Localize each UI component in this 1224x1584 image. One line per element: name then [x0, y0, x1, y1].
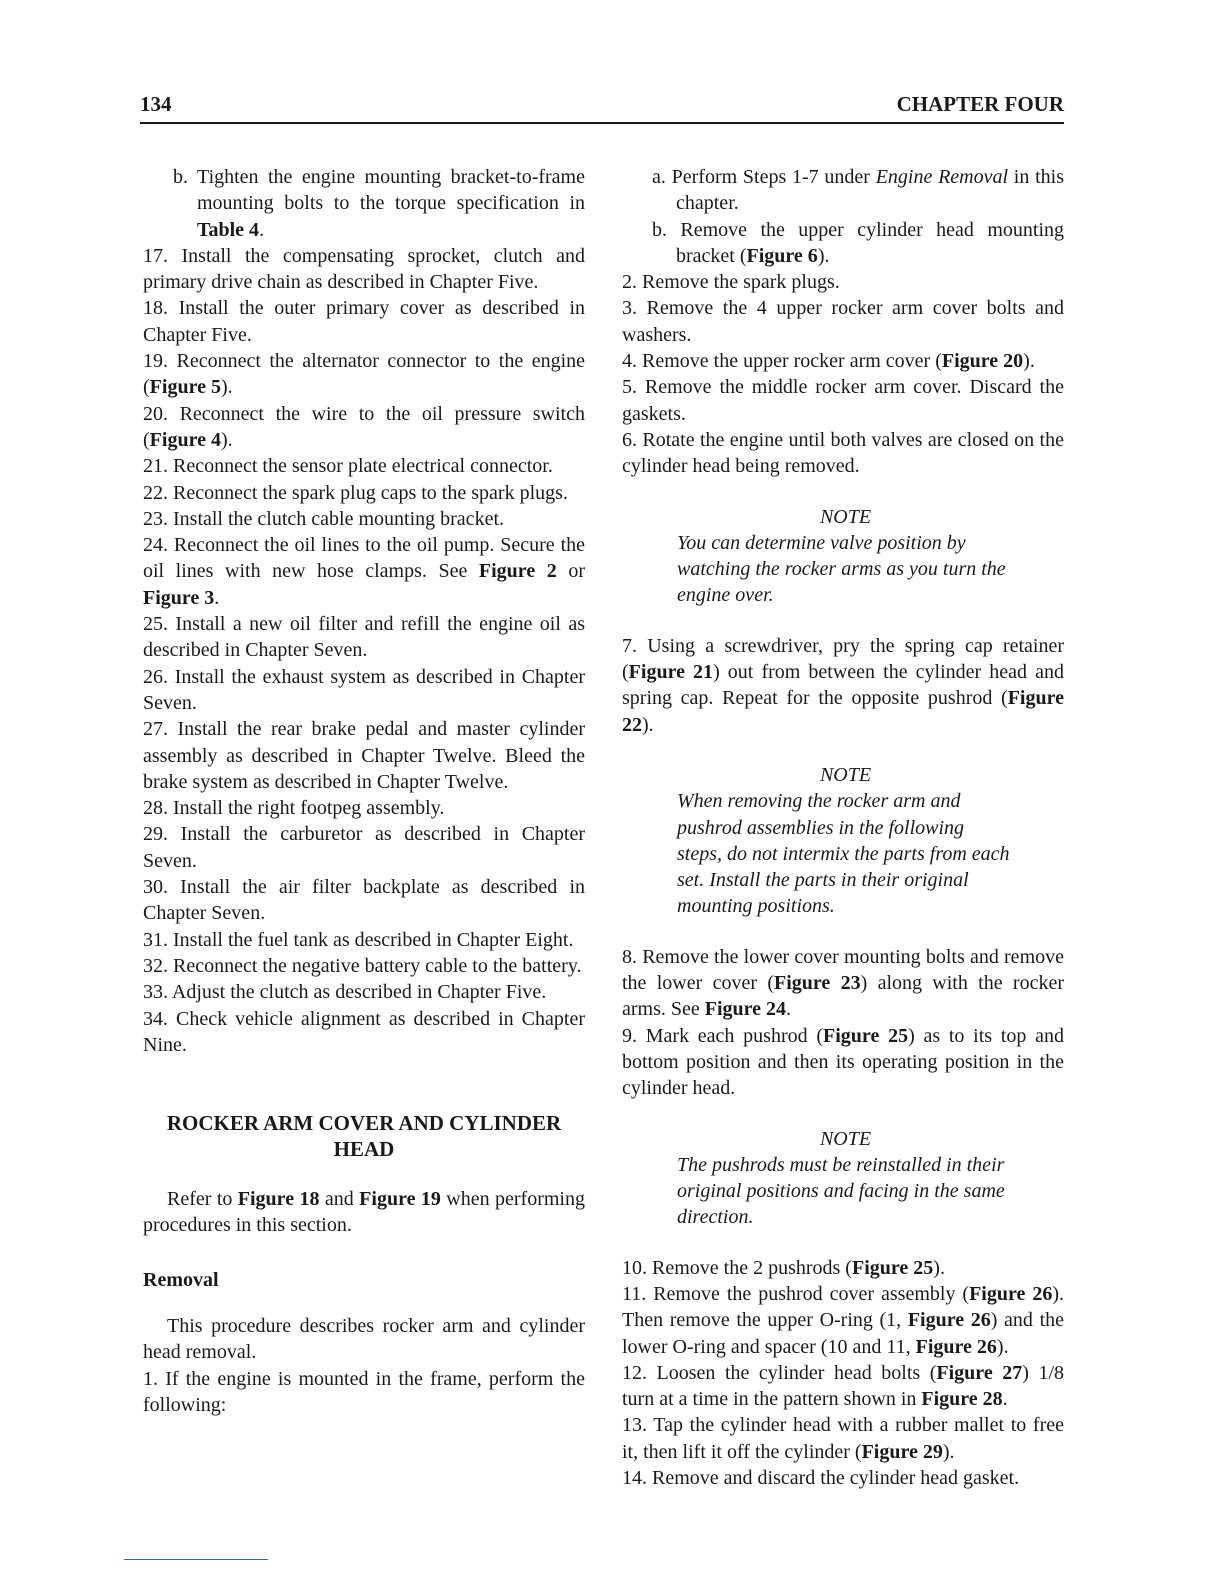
step-13: 13. Tap the cylinder head with a rubber mallet to free it, then lift it off the cylinder (Figure 29).	[622, 1414, 1064, 1463]
step-29: 29. Install the carburetor as described in Chapter Seven.	[143, 823, 585, 872]
step-14: 14. Remove and discard the cylinder head gasket.	[622, 1467, 1020, 1490]
step-10: 10. Remove the 2 pushrods (Figure 25).	[622, 1256, 945, 1279]
section-intro: Refer to Figure 18 and Figure 19 when performing procedures in this section.	[143, 1188, 585, 1237]
note-3	[677, 1126, 1014, 1231]
chapter-title: CHAPTER FOUR	[896, 92, 1064, 116]
step-12: 12. Loosen the cylinder head bolts (Figure 27) 1/8 turn at a time in the pattern shown in Figure 28.	[622, 1361, 1065, 1411]
removal-intro: This procedure describes rocker arm and cylinder head removal.	[143, 1314, 585, 1364]
left-column	[143, 164, 585, 1418]
step-9: 9. Mark each pushrod (Figure 25) as to its top and bottom position and then its operating position in the cylinder head.	[622, 1024, 1064, 1100]
step-5: 5. Remove the middle rocker arm cover. Discard the gaskets.	[622, 376, 1064, 425]
right-column	[622, 164, 1064, 1491]
step-6: 6. Rotate the engine until both valves are closed on the cylinder head being removed.	[622, 428, 1064, 478]
step-4: 4. Remove the upper rocker arm cover (Figure 20).	[622, 350, 1035, 373]
substep-b: b. Tighten the engine mounting bracket-to-frame mounting bolts to the torque specification in Table 4.	[173, 166, 585, 241]
step-33: 33. Adjust the clutch as described in Chapter Five.	[143, 981, 547, 1004]
step-31: 31. Install the fuel tank as described in Chapter Eight.	[143, 928, 574, 951]
step-3: 3. Remove the 4 upper rocker arm cover bolts and washers.	[622, 297, 1064, 346]
step-19: 19. Reconnect the alternator connector to the engine (Figure 5).	[143, 350, 585, 399]
note-title: NOTE	[819, 763, 872, 786]
step-23: 23. Install the clutch cable mounting bracket.	[143, 507, 504, 530]
page-header	[140, 92, 1064, 124]
substep-a: a. Perform Steps 1-7 under Engine Removal in this chapter.	[652, 166, 1065, 215]
step-7: 7. Using a screwdriver, pry the spring cap retainer (Figure 21) out from between the cylinder head and spring cap. Repeat for the opposite pushrod (Figure 22).	[622, 634, 1064, 736]
removal-subheading: Removal	[143, 1268, 219, 1291]
step-11: 11. Remove the pushrod cover assembly (Figure 26). Then remove the upper O-ring (1, Figure 26) and the lower O-ring and spacer (10 and 11, Figure 26).	[622, 1282, 1065, 1358]
step-34: 34. Check vehicle alignment as described in Chapter Nine.	[143, 1007, 585, 1056]
note-1	[677, 504, 1014, 609]
step-30: 30. Install the air filter backplate as described in Chapter Seven.	[143, 876, 585, 925]
step-1: 1. If the engine is mounted in the frame, perform the following:	[143, 1367, 585, 1416]
substep-b-right: b. Remove the upper cylinder head mounting bracket (Figure 6).	[652, 218, 1064, 267]
step-18: 18. Install the outer primary cover as described in Chapter Five.	[143, 297, 585, 346]
step-17: 17. Install the compensating sprocket, clutch and primary drive chain as described in Chapter Five.	[143, 244, 585, 294]
step-22: 22. Reconnect the spark plug caps to the spark plugs.	[143, 481, 568, 504]
step-8: 8. Remove the lower cover mounting bolts and remove the lower cover (Figure 23) along with the rocker arms. See Figure 24.	[622, 945, 1064, 1021]
step-26: 26. Install the exhaust system as described in Chapter Seven.	[143, 665, 585, 714]
step-21: 21. Reconnect the sensor plate electrical connector.	[143, 455, 553, 478]
note-text: The pushrods must be reinstalled in their original positions and facing in the same direction.	[677, 1153, 1005, 1229]
section-heading: ROCKER ARM COVER AND CYLINDER HEAD	[166, 1111, 562, 1162]
step-25: 25. Install a new oil filter and refill the engine oil as described in Chapter Seven.	[143, 613, 585, 662]
step-2: 2. Remove the spark plugs.	[622, 271, 840, 294]
step-20: 20. Reconnect the wire to the oil pressure switch (Figure 4).	[143, 402, 585, 451]
step-28: 28. Install the right footpeg assembly.	[143, 797, 445, 820]
note-text: When removing the rocker arm and pushrod assemblies in the following steps, do not intermix the parts from each set. Install the parts in their original mounting positions.	[677, 790, 1010, 918]
page-number: 134	[140, 92, 172, 116]
step-24: 24. Reconnect the oil lines to the oil pump. Secure the oil lines with new hose clamps. See Figure 2 or Figure 3.	[143, 534, 585, 609]
note-2	[677, 762, 1014, 920]
footer-rule	[124, 1559, 268, 1560]
step-32: 32. Reconnect the negative battery cable to the battery.	[143, 954, 582, 977]
note-title: NOTE	[819, 505, 872, 528]
note-text: You can determine valve position by watching the rocker arms as you turn the engine over.	[677, 531, 1006, 607]
note-title: NOTE	[819, 1127, 872, 1150]
step-27: 27. Install the rear brake pedal and master cylinder assembly as described in Chapter Twelve. Bleed the brake system as described in Chapter Twelve.	[143, 718, 585, 793]
